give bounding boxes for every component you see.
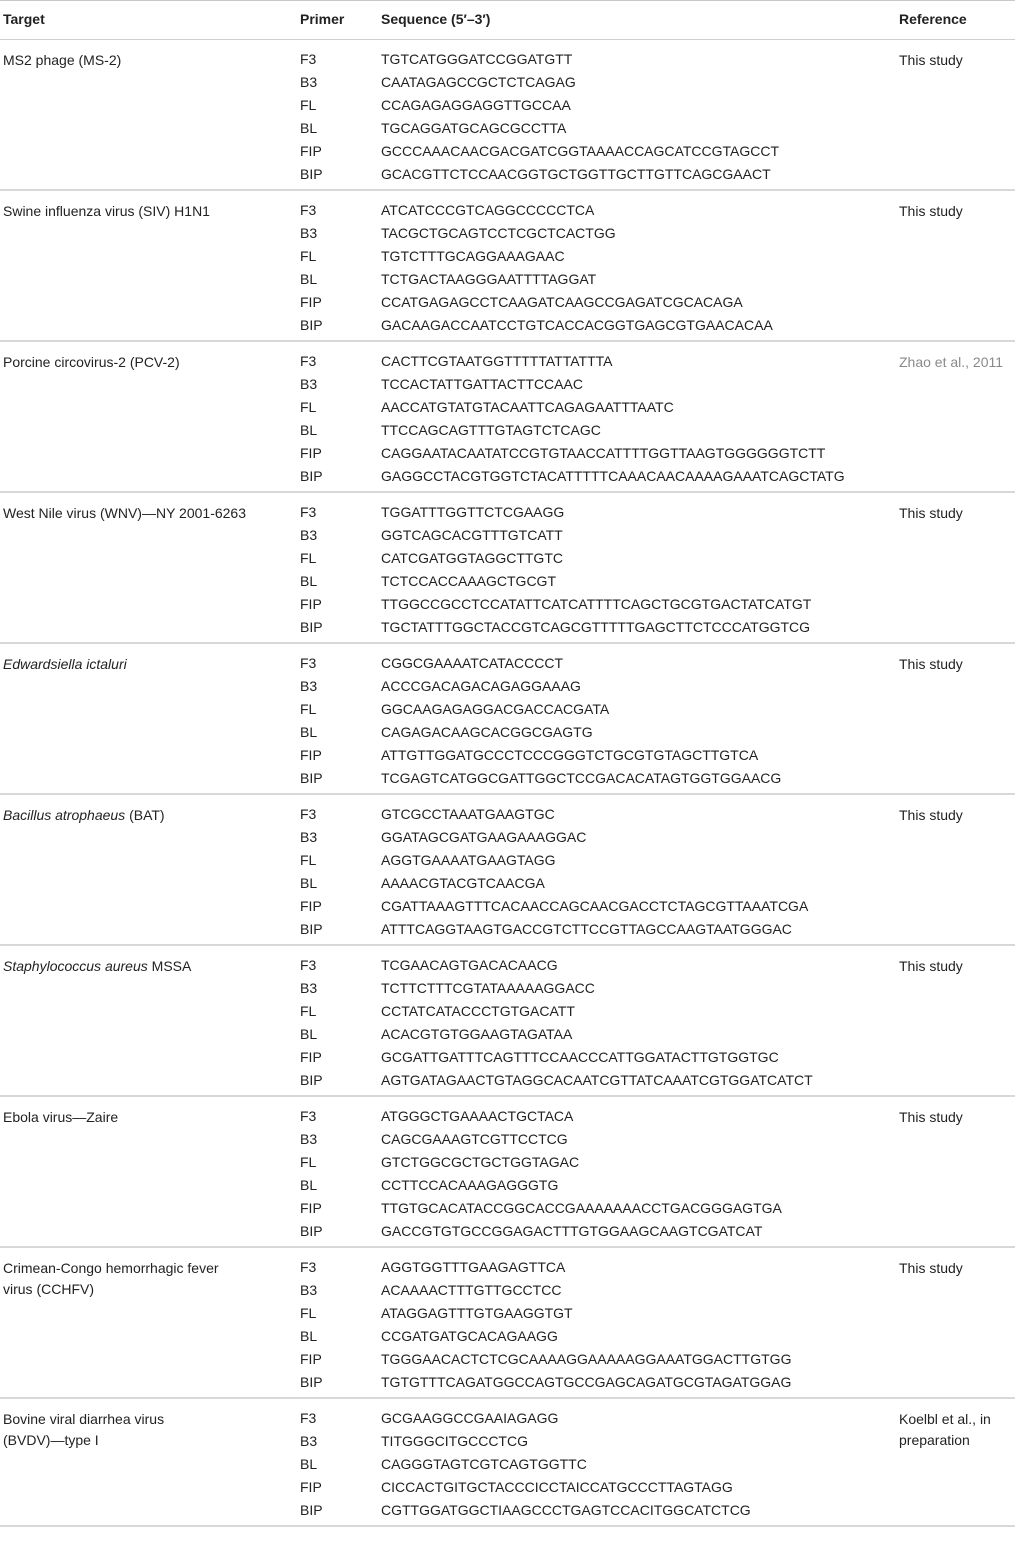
reference: Zhao et al., 2011 (899, 354, 1004, 370)
table-row (0, 698, 1015, 721)
primer-sequence: CAGGAATACAATATCCGTGTAACCATTTTGGTTAAGTGGGGGGTCTT (381, 445, 826, 461)
primer-label: B3 (300, 1433, 318, 1449)
primer-sequence: GGATAGCGATGAAGAAAGGAC (381, 829, 587, 845)
primer-sequence: TGTGTTTCAGATGGCCAGTGCCGAGCAGATGCGTAGATGGAG (381, 1374, 792, 1390)
reference: This study (899, 52, 963, 68)
table-row (0, 501, 1015, 524)
primer-label: B3 (300, 678, 318, 694)
table-row (0, 652, 1015, 675)
primer-label: BIP (300, 1223, 323, 1239)
table-group (0, 946, 1015, 1097)
primer-label: FL (300, 1305, 317, 1321)
primer-label: B3 (300, 829, 318, 845)
header-sequence: Sequence (5′–3′) (381, 11, 491, 27)
table-row (0, 140, 1015, 163)
primer-label: FL (300, 248, 317, 264)
primer-sequence: CATCGATGGTAGGCTTGTC (381, 550, 563, 566)
table-row (0, 48, 1015, 71)
table-row (0, 314, 1015, 337)
primer-label: F3 (300, 957, 317, 973)
table-row (0, 954, 1015, 977)
primer-label: BIP (300, 770, 323, 786)
table-row (0, 1000, 1015, 1023)
table-row (0, 872, 1015, 895)
table-row (0, 1499, 1015, 1522)
primer-label: FIP (300, 294, 322, 310)
primer-label: FL (300, 1154, 317, 1170)
table-row (0, 1371, 1015, 1394)
table-row (0, 245, 1015, 268)
reference: This study (899, 656, 963, 672)
table-group (0, 1248, 1015, 1399)
header-reference: Reference (899, 11, 967, 27)
table-row (0, 396, 1015, 419)
table-row (0, 1325, 1015, 1348)
table-group (0, 493, 1015, 644)
primer-label: BIP (300, 1502, 323, 1518)
primer-label: BL (300, 724, 318, 740)
primer-label: BIP (300, 468, 323, 484)
target-name: MS2 phage (MS-2) (3, 52, 122, 68)
primer-label: F3 (300, 1259, 317, 1275)
reference: Koelbl et al., in preparation (899, 1411, 991, 1448)
primer-label: FL (300, 701, 317, 717)
primer-sequence: GTCTGGCGCTGCTGGTAGAC (381, 1154, 580, 1170)
primer-label: FL (300, 399, 317, 415)
table-row (0, 593, 1015, 616)
primer-label: B3 (300, 1131, 318, 1147)
table-group (0, 40, 1015, 191)
primer-sequence: AAAACGTACGTCAACGA (381, 875, 545, 891)
table-row (0, 442, 1015, 465)
target-name: Crimean-Congo hemorrhagic fever virus (CCHFV) (3, 1260, 219, 1297)
table-row (0, 373, 1015, 396)
primer-sequence: TCCACTATTGATTACTTCCAAC (381, 376, 583, 392)
table-row (0, 465, 1015, 488)
reference: This study (899, 505, 963, 521)
primer-label: B3 (300, 376, 318, 392)
primer-sequence: TTCCAGCAGTTTGTAGTCTCAGC (381, 422, 601, 438)
primer-sequence: TGGGAACACTCTCGCAAAAGGAAAAAGGAAATGGACTTGTGG (381, 1351, 792, 1367)
table-row (0, 199, 1015, 222)
table-row (0, 350, 1015, 373)
primer-sequence: TITGGGCITGCCCTCG (381, 1433, 528, 1449)
primer-sequence: TTGTGCACATACCGGCACCGAAAAAAACCTGACGGGAGTGA (381, 1200, 782, 1216)
target-name: Bacillus atrophaeus (BAT) (3, 807, 165, 823)
table-group (0, 342, 1015, 493)
reference: This study (899, 807, 963, 823)
table-row (0, 849, 1015, 872)
table-row (0, 918, 1015, 941)
reference: This study (899, 1109, 963, 1125)
primer-label: FIP (300, 445, 322, 461)
table-row (0, 570, 1015, 593)
primer-label: BL (300, 1328, 318, 1344)
primer-label: BL (300, 422, 318, 438)
primer-sequence: CAGAGACAAGCACGGCGAGTG (381, 724, 593, 740)
target-name: Bovine viral diarrhea virus (BVDV)—type I (3, 1411, 165, 1448)
primer-label: F3 (300, 504, 317, 520)
table-row (0, 1105, 1015, 1128)
table-row (0, 721, 1015, 744)
primer-sequence: TGCTATTTGGCTACCGTCAGCGTTTTTGAGCTTCTCCCATGGTCG (381, 619, 811, 635)
primer-label: F3 (300, 353, 317, 369)
target-name: Porcine circovirus-2 (PCV-2) (3, 354, 180, 370)
primer-sequence: TCTGACTAAGGGAATTTTAGGAT (381, 271, 597, 287)
primer-sequence: CCTATCATACCCTGTGACATT (381, 1003, 575, 1019)
table-body (0, 40, 1015, 1527)
primer-sequence: CAGGGTAGTCGTCAGTGGTTC (381, 1456, 587, 1472)
primer-label: B3 (300, 225, 318, 241)
table-row (0, 222, 1015, 245)
primer-sequence: GCCCAAACAACGACGATCGGTAAAACCAGCATCCGTAGCCT (381, 143, 779, 159)
primer-label: BL (300, 1456, 318, 1472)
primer-label: F3 (300, 202, 317, 218)
table-row (0, 71, 1015, 94)
target-name: Swine influenza virus (SIV) H1N1 (3, 203, 210, 219)
primer-sequence: TGCAGGATGCAGCGCCTTA (381, 120, 567, 136)
primer-sequence: CGTTGGATGGCTIAAGCCCTGAGTCCACITGGCATCTCG (381, 1502, 751, 1518)
primer-sequence: ACACGTGTGGAAGTAGATAA (381, 1026, 573, 1042)
table-row (0, 1220, 1015, 1243)
table-row (0, 1476, 1015, 1499)
table-row (0, 1348, 1015, 1371)
primer-sequence: GTCGCCTAAATGAAGTGC (381, 806, 555, 822)
table-row (0, 895, 1015, 918)
table-row (0, 767, 1015, 790)
primer-label: B3 (300, 980, 318, 996)
primer-label: F3 (300, 1108, 317, 1124)
primer-label: BL (300, 271, 318, 287)
primer-label: BIP (300, 1374, 323, 1390)
primer-sequence: TACGCTGCAGTCCTCGCTCACTGG (381, 225, 616, 241)
table-row (0, 94, 1015, 117)
primer-label: BIP (300, 921, 323, 937)
table-row (0, 977, 1015, 1000)
primer-label: FIP (300, 1049, 322, 1065)
table-row (0, 1151, 1015, 1174)
primer-sequence: CCAGAGAGGAGGTTGCCAA (381, 97, 571, 113)
primer-sequence: ATGGGCTGAAAACTGCTACA (381, 1108, 574, 1124)
table-row (0, 419, 1015, 442)
primer-sequence: TTGGCCGCCTCCATATTCATCATTTTCAGCTGCGTGACTATCATGT (381, 596, 812, 612)
primer-label: F3 (300, 1410, 317, 1426)
table-row (0, 1197, 1015, 1220)
primer-sequence: ACAAAACTTTGTTGCCTCC (381, 1282, 562, 1298)
reference: This study (899, 1260, 963, 1276)
primer-sequence: GGTCAGCACGTTTGTCATT (381, 527, 563, 543)
primer-label: FIP (300, 747, 322, 763)
primer-label: FIP (300, 596, 322, 612)
primer-label: FIP (300, 1200, 322, 1216)
table-row (0, 1128, 1015, 1151)
primer-label: BIP (300, 317, 323, 333)
table-group (0, 795, 1015, 946)
table-row (0, 1046, 1015, 1069)
primer-sequence: AGTGATAGAACTGTAGGCACAATCGTTATCAAATCGTGGATCATCT (381, 1072, 813, 1088)
primer-sequence: GCGAAGGCCGAAIAGAGG (381, 1410, 559, 1426)
primer-label: FIP (300, 1351, 322, 1367)
table-row (0, 1302, 1015, 1325)
primer-sequence: TGTCATGGGATCCGGATGTT (381, 51, 573, 67)
primer-sequence: ATTTCAGGTAAGTGACCGTCTTCCGTTAGCCAAGTAATGGGAC (381, 921, 792, 937)
primer-sequence: CCGATGATGCACAGAAGG (381, 1328, 558, 1344)
table-row (0, 616, 1015, 639)
primer-sequence: CCTTCCACAAAGAGGGTG (381, 1177, 559, 1193)
primer-label: BL (300, 1177, 318, 1193)
table-row (0, 1174, 1015, 1197)
primer-sequence: ACCCGACAGACAGAGGAAAG (381, 678, 581, 694)
primer-label: BIP (300, 619, 323, 635)
table-row (0, 291, 1015, 314)
primer-sequence: AACCATGTATGTACAATTCAGAGAATTTAATC (381, 399, 674, 415)
table-group (0, 1399, 1015, 1527)
primer-label: BL (300, 1026, 318, 1042)
table-row (0, 163, 1015, 186)
primer-sequence: CACTTCGTAATGGTTTTTATTATTTA (381, 353, 613, 369)
primer-sequence: GGCAAGAGAGGACGACCACGATA (381, 701, 610, 717)
table-row (0, 268, 1015, 291)
table-group (0, 644, 1015, 795)
primer-label: B3 (300, 1282, 318, 1298)
primer-label: FL (300, 97, 317, 113)
primer-sequence: CAGCGAAAGTCGTTCCTCG (381, 1131, 568, 1147)
primer-sequence: TCGAGTCATGGCGATTGGCTCCGACACATAGTGGTGGAACG (381, 770, 782, 786)
primer-sequence: TGTCTTTGCAGGAAAGAAC (381, 248, 565, 264)
primer-label: B3 (300, 527, 318, 543)
table-row (0, 117, 1015, 140)
primer-label: BL (300, 573, 318, 589)
table-row (0, 1279, 1015, 1302)
target-name: Edwardsiella ictaluri (3, 656, 127, 672)
table-group (0, 191, 1015, 342)
primer-sequence: TCGAACAGTGACACAACG (381, 957, 558, 973)
table-row (0, 1256, 1015, 1279)
target-name: Ebola virus—Zaire (3, 1109, 119, 1125)
primer-label: FL (300, 1003, 317, 1019)
primer-sequence: CICCACTGITGCTACCCICCTAICCATGCCCTTAGTAGG (381, 1479, 733, 1495)
primer-label: BL (300, 120, 318, 136)
table-row (0, 524, 1015, 547)
primer-label: FL (300, 852, 317, 868)
primer-sequence: AGGTGAAAATGAAGTAGG (381, 852, 556, 868)
primer-label: BL (300, 875, 318, 891)
table-row (0, 675, 1015, 698)
primer-label: F3 (300, 655, 317, 671)
table-row (0, 547, 1015, 570)
primer-label: B3 (300, 74, 318, 90)
target-name: West Nile virus (WNV)—NY 2001-6263 (3, 505, 247, 521)
primer-sequence: AGGTGGTTTGAAGAGTTCA (381, 1259, 566, 1275)
primer-label: BIP (300, 1072, 323, 1088)
table-row (0, 803, 1015, 826)
primer-sequence: GCGATTGATTTCAGTTTCCAACCCATTGGATACTTGTGGTGC (381, 1049, 779, 1065)
table-row (0, 1407, 1015, 1430)
primer-sequence: TGGATTTGGTTCTCGAAGG (381, 504, 565, 520)
primer-sequence: GAGGCCTACGTGGTCTACATTTTTCAAACAACAAAAGAAATCAGCTATG (381, 468, 845, 484)
primer-sequence: CAATAGAGCCGCTCTCAGAG (381, 74, 576, 90)
table-group (0, 1097, 1015, 1248)
primer-sequence: ATAGGAGTTTGTGAAGGTGT (381, 1305, 573, 1321)
reference: This study (899, 203, 963, 219)
primer-sequence: ATCATCCCGTCAGGCCCCCTCA (381, 202, 595, 218)
primer-label: FIP (300, 898, 322, 914)
primer-label: FIP (300, 1479, 322, 1495)
primer-sequence: CGATTAAAGTTTCACAACCAGCAACGACCTCTAGCGTTAAATCGA (381, 898, 809, 914)
primer-sequence: GCACGTTCTCCAACGGTGCTGGTTGCTTGTTCAGCGAACT (381, 166, 771, 182)
primer-sequence: TCTTCTTTCGTATAAAAAGGACC (381, 980, 595, 996)
primer-label: F3 (300, 806, 317, 822)
primer-sequence: TCTCCACCAAAGCTGCGT (381, 573, 556, 589)
primer-label: BIP (300, 166, 323, 182)
primer-label: FL (300, 550, 317, 566)
table-row (0, 826, 1015, 849)
primer-sequence: CGGCGAAAATCATACCCCT (381, 655, 564, 671)
primer-sequence: CCATGAGAGCCTCAAGATCAAGCCGAGATCGCACAGA (381, 294, 743, 310)
table-row (0, 1453, 1015, 1476)
target-name: Staphylococcus aureus MSSA (3, 958, 192, 974)
reference: This study (899, 958, 963, 974)
primer-sequence: GACAAGACCAATCCTGTCACCACGGTGAGCGTGAACACAA (381, 317, 773, 333)
table-header (0, 0, 1015, 40)
table-row (0, 1430, 1015, 1453)
primer-sequence: ATTGTTGGATGCCCTCCCGGGTCTGCGTGTAGCTTGTCA (381, 747, 759, 763)
table-row (0, 744, 1015, 767)
header-primer: Primer (300, 11, 345, 27)
header-target: Target (3, 11, 45, 27)
primer-label: F3 (300, 51, 317, 67)
primer-sequence: GACCGTGTGCCGGAGACTTTGTGGAAGCAAGTCGATCAT (381, 1223, 763, 1239)
primer-label: FIP (300, 143, 322, 159)
table-row (0, 1069, 1015, 1092)
table-row (0, 1023, 1015, 1046)
